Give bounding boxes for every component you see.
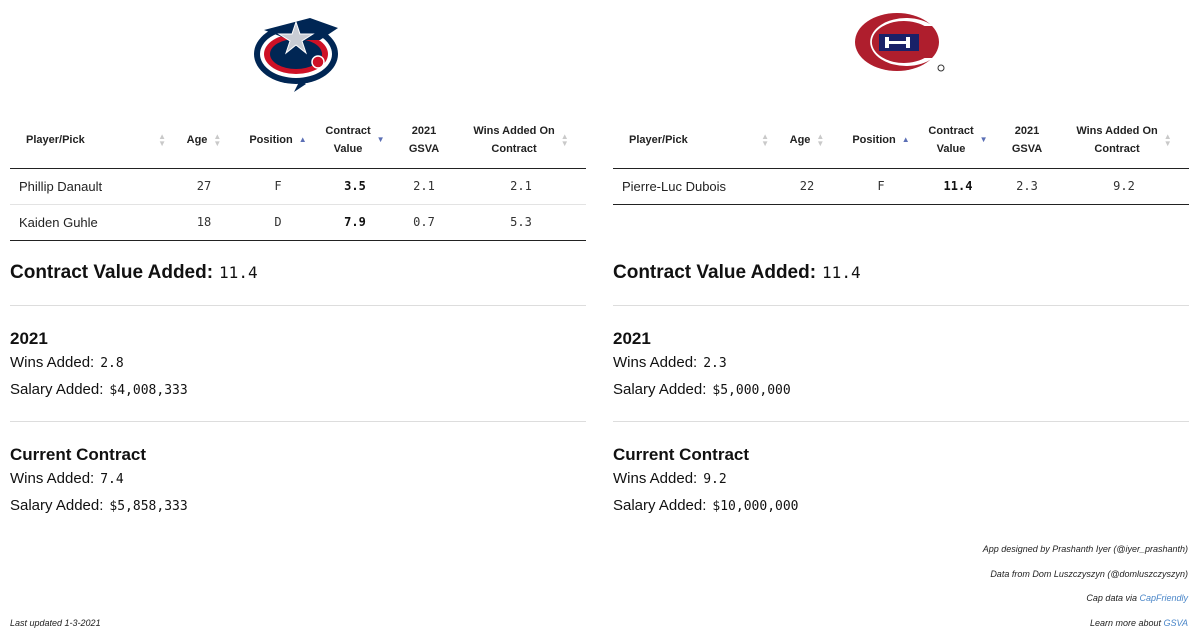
- header-player[interactable]: Player/Pick ▲ ▼: [613, 112, 773, 168]
- table-row[interactable]: [10, 204, 586, 240]
- sort-icon: ▲ ▼: [816, 131, 825, 148]
- year-wins-added: Wins Added: 2.3: [613, 354, 727, 371]
- right-summary: [613, 258, 1189, 520]
- left-summary: [10, 258, 586, 520]
- left-players-table: [10, 112, 586, 241]
- left-logo-area: [10, 0, 586, 112]
- header-position[interactable]: Position ▲: [841, 112, 921, 168]
- year-title: 2021: [10, 329, 48, 348]
- sort-descending-icon: ▼: [376, 135, 385, 145]
- contract-value-added: Contract Value Added: 11.4: [10, 262, 258, 283]
- player-gsva: 2.1: [392, 168, 456, 204]
- current-wins-added: Wins Added: 7.4: [10, 470, 124, 487]
- year-section: [613, 328, 1189, 404]
- header-contract-value[interactable]: Contract Value ▼: [921, 112, 995, 168]
- sort-icon: ▲ ▼: [213, 131, 222, 148]
- current-contract-title: Current Contract: [613, 445, 750, 464]
- player-position: F: [841, 168, 921, 204]
- current-wins-added: Wins Added: 9.2: [613, 470, 727, 487]
- sort-descending-icon: ▼: [979, 135, 988, 145]
- player-age: 18: [170, 204, 238, 240]
- player-gsva: 2.3: [995, 168, 1059, 204]
- sort-icon: ▲ ▼: [1163, 131, 1172, 148]
- sort-icon: ▲ ▼: [761, 131, 769, 148]
- player-wins-added: 2.1: [456, 168, 586, 204]
- player-wins-added: 5.3: [456, 204, 586, 240]
- current-salary-added: Salary Added: $5,858,333: [10, 497, 188, 514]
- sort-ascending-icon: ▲: [901, 135, 910, 145]
- year-salary-added: Salary Added: $4,008,333: [10, 381, 188, 398]
- sort-icon: ▲ ▼: [158, 131, 166, 148]
- player-gsva: 0.7: [392, 204, 456, 240]
- contract-value-added: Contract Value Added: 11.4: [613, 262, 861, 283]
- current-salary-added: Salary Added: $10,000,000: [613, 497, 799, 514]
- year-wins-added: Wins Added: 2.8: [10, 354, 124, 371]
- sort-icon: ▲ ▼: [560, 131, 569, 148]
- table-row[interactable]: [10, 168, 586, 204]
- table-header-row: [10, 112, 586, 168]
- credit-designer: App designed by Prashanth Iyer (@iyer_prashanth): [982, 544, 1188, 554]
- year-salary-added: Salary Added: $5,000,000: [613, 381, 791, 398]
- header-age[interactable]: Age ▲ ▼: [170, 112, 238, 168]
- header-player[interactable]: Player/Pick ▲ ▼: [10, 112, 170, 168]
- right-logo-area: [613, 0, 1189, 112]
- player-contract-value: 3.5: [318, 168, 392, 204]
- credit-data: Data from Dom Luszczyszyn (@domluszczyszyn): [990, 569, 1188, 579]
- current-contract-title: Current Contract: [10, 445, 147, 464]
- table-header-row: [613, 112, 1189, 168]
- left-team-panel: [10, 0, 586, 514]
- divider: [613, 305, 1189, 306]
- header-age[interactable]: Age ▲ ▼: [773, 112, 841, 168]
- header-wins-added[interactable]: Wins Added On Contract ▲ ▼: [456, 112, 586, 168]
- header-gsva[interactable]: 2021 GSVA: [995, 112, 1059, 168]
- gsva-link[interactable]: GSVA: [1163, 618, 1188, 628]
- credit-cap-data: Cap data via CapFriendly: [1086, 593, 1188, 603]
- current-contract-section: [613, 444, 1189, 520]
- player-wins-added: 9.2: [1059, 168, 1189, 204]
- header-gsva[interactable]: 2021 GSVA: [392, 112, 456, 168]
- player-age: 22: [773, 168, 841, 204]
- player-name: Kaiden Guhle: [10, 204, 170, 240]
- last-updated: Last updated 1-3-2021: [10, 618, 101, 628]
- divider: [10, 305, 586, 306]
- sort-ascending-icon: ▲: [298, 135, 307, 145]
- player-position: F: [238, 168, 318, 204]
- divider: [10, 421, 586, 422]
- right-players-table: [613, 112, 1189, 205]
- player-contract-value: 11.4: [921, 168, 995, 204]
- header-contract-value[interactable]: Contract Value ▼: [318, 112, 392, 168]
- year-title: 2021: [613, 329, 651, 348]
- header-wins-added[interactable]: Wins Added On Contract ▲ ▼: [1059, 112, 1189, 168]
- capfriendly-link[interactable]: CapFriendly: [1139, 593, 1188, 603]
- player-name: Phillip Danault: [10, 168, 170, 204]
- divider: [613, 421, 1189, 422]
- header-position[interactable]: Position ▲: [238, 112, 318, 168]
- right-team-panel: [613, 0, 1189, 514]
- current-contract-section: [10, 444, 586, 520]
- table-row[interactable]: [613, 168, 1189, 204]
- player-position: D: [238, 204, 318, 240]
- year-section: [10, 328, 586, 404]
- player-contract-value: 7.9: [318, 204, 392, 240]
- canadiens-logo-icon: [853, 10, 949, 76]
- player-age: 27: [170, 168, 238, 204]
- player-name: Pierre-Luc Dubois: [613, 168, 773, 204]
- blue-jackets-logo-icon: [250, 10, 346, 94]
- credit-learn-more: Learn more about GSVA: [1089, 618, 1188, 628]
